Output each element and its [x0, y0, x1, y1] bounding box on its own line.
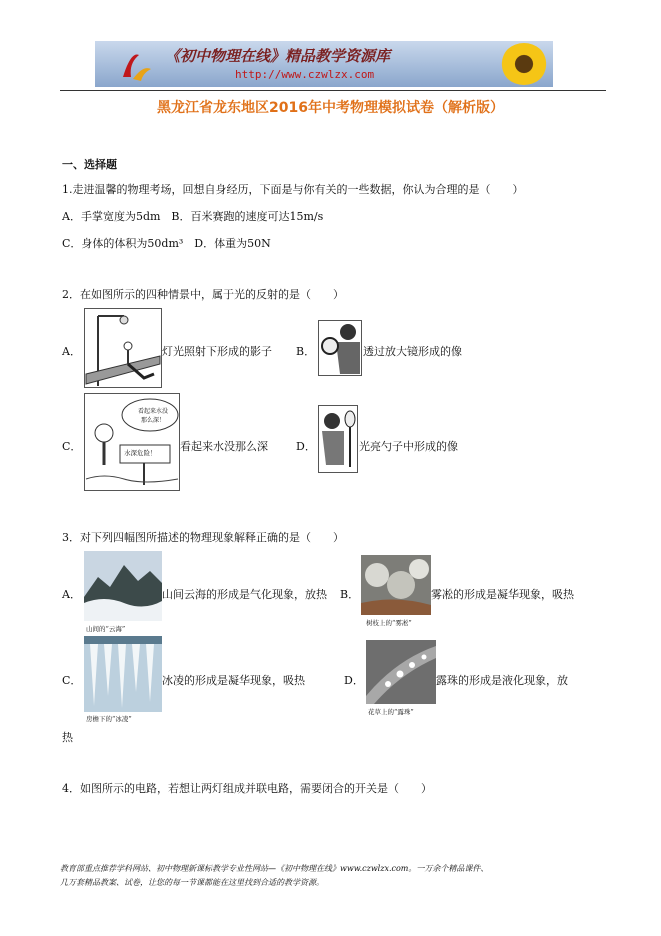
q2-c-sign-text: 水深危险！ — [124, 449, 157, 457]
q3-d-label: D． — [344, 674, 364, 687]
q4-stem: 4．如图所示的电路，若想让两灯组成并联电路，需要闭合的开关是（ ） — [62, 782, 432, 795]
section-heading: 一、选择题 — [62, 158, 117, 171]
q2-d-figure-spoon — [318, 405, 358, 473]
q1-options-ab: A．手掌宽度为5dm B．百米赛跑的速度可达15m/s — [62, 210, 324, 223]
q1-stem: 1.走进温馨的物理考场，回想自身经历，下面是与你有关的一些数据，你认为合理的是（ ） — [62, 183, 524, 196]
q2-b-text: 透过放大镜形成的像 — [363, 345, 462, 358]
q3-b-photo-rime — [361, 555, 431, 615]
q2-c-text: 看起来水没那么深 — [180, 440, 268, 453]
q3-d-caption: 花草上的“露珠” — [368, 708, 414, 716]
q2-c-label: C． — [62, 440, 82, 453]
q3-c-photo-icicles — [84, 636, 162, 712]
logo-icon — [117, 47, 153, 83]
q3-d-text-continued: 热 — [62, 731, 73, 744]
q3-c-caption: 房檐下的“冰凌” — [86, 715, 132, 723]
q2-b-figure-magnifier — [318, 320, 362, 376]
page-title: 黑龙江省龙东地区2016年中考物理模拟试卷（解析版） — [157, 100, 504, 116]
q1-options-cd: C．身体的体积为50dm³ D．体重为50N — [62, 237, 271, 250]
page-footer — [60, 862, 620, 890]
footer-line-2: 几万套精品教案、试卷，让您的每一节课都能在这里找到合适的教学资源。 — [60, 878, 324, 887]
q3-b-text: 雾凇的形成是凝华现象，吸热 — [431, 588, 574, 601]
q3-a-text: 山间云海的形成是气化现象，放热 — [162, 588, 327, 601]
q2-a-text: 灯光照射下形成的影子 — [162, 345, 272, 358]
header-banner — [95, 41, 553, 87]
q2-d-label: D． — [296, 440, 316, 453]
banner-title: 《初中物理在线》精品教学资源库 — [165, 47, 391, 65]
footer-line-1: 教育部重点推荐学科网站、初中物理新课标教学专业性网站—《初中物理在线》www.czwlzx.com。一万余个精品课件、 — [60, 864, 489, 873]
q2-c-bubble-text: 看起来水没那么深！ — [137, 408, 168, 424]
q3-c-label: C． — [62, 674, 82, 687]
q3-a-label: A． — [62, 588, 81, 601]
q3-a-photo-sea-of-clouds — [84, 551, 162, 621]
q3-b-label: B． — [340, 588, 360, 601]
q2-a-figure-lamp-shadow — [84, 308, 162, 388]
q3-d-photo-dew — [366, 640, 436, 704]
q3-d-text: 露珠的形成是液化现象，放 — [436, 674, 568, 687]
q2-b-label: B． — [296, 345, 316, 358]
q3-b-caption: 树枝上的“雾凇” — [366, 619, 412, 627]
banner-url[interactable]: http://www.czwlzx.com — [235, 68, 375, 81]
q3-stem: 3．对下列四幅图所描述的物理现象解释正确的是（ ） — [62, 531, 344, 544]
q2-stem: 2．在如图所示的四种情景中，属于光的反射的是（ ） — [62, 288, 344, 301]
header-rule — [60, 90, 606, 91]
q3-a-caption: 山间的“云海” — [86, 625, 126, 633]
q2-d-text: 光亮勺子中形成的像 — [359, 440, 458, 453]
q3-c-text: 冰凌的形成是凝华现象，吸热 — [162, 674, 305, 687]
sunflower-image — [501, 43, 547, 85]
q2-a-label: A． — [62, 345, 81, 358]
